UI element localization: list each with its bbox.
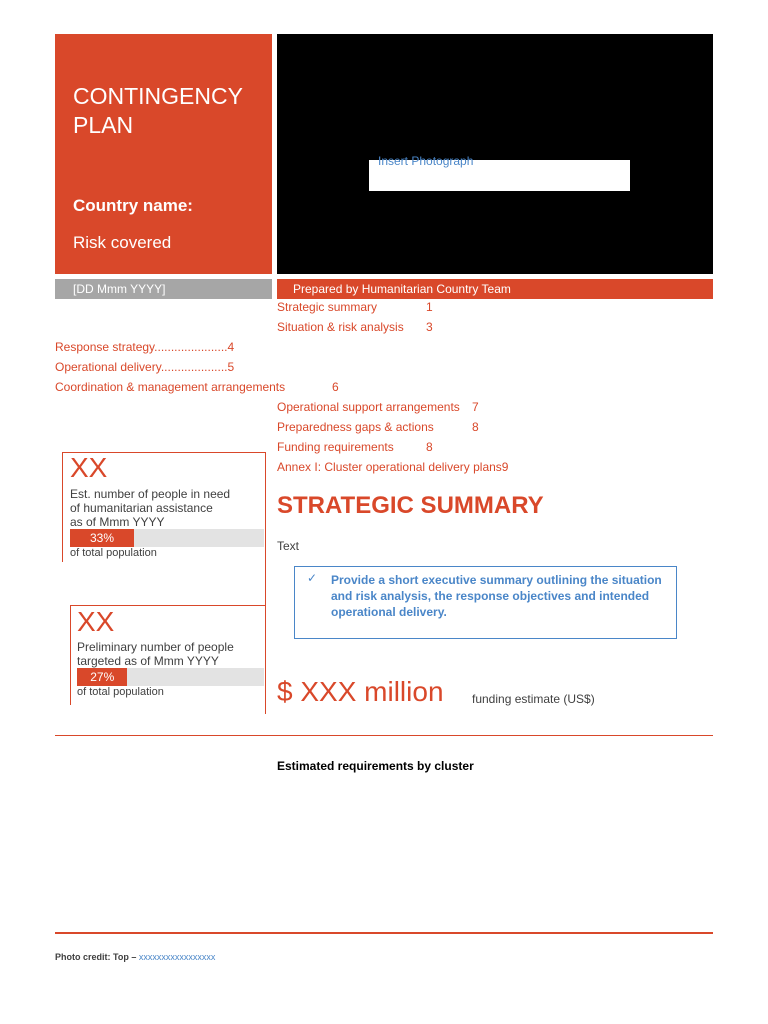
summary-text-placeholder: Text	[277, 539, 300, 553]
photo-credit	[55, 952, 215, 962]
risk-covered-label: Risk covered	[73, 233, 172, 252]
toc-item-operational-delivery[interactable]	[55, 360, 234, 374]
people-targeted-value: XX	[77, 606, 115, 637]
toc-item-label: Situation & risk analysis	[277, 320, 404, 334]
date-bar: [DD Mmm YYYY]	[55, 279, 272, 299]
toc-item-label: Operational delivery....................	[55, 360, 228, 374]
requirements-by-cluster-heading: Estimated requirements by cluster	[277, 759, 474, 773]
people-targeted-progress-fill: 27%	[77, 668, 127, 686]
executive-summary-instruction: Provide a short executive summary outlining the situation and risk analysis, the response objectives and intended operational delivery.	[331, 573, 662, 619]
toc-item-label: Response strategy......................	[55, 340, 228, 354]
document-title: CONTINGENCY PLAN	[73, 83, 243, 138]
country-name-label: Country name:	[73, 196, 193, 215]
photo-credit-link[interactable]: xxxxxxxxxxxxxxxxx	[138, 952, 216, 962]
toc-item-operational-support[interactable]	[277, 400, 479, 414]
toc-item-label: Annex I: Cluster operational delivery plans	[277, 460, 502, 474]
toc-item-page: 5	[227, 360, 235, 374]
funding-amount: $ XXX million	[277, 676, 444, 707]
checkmark-icon: ✓	[307, 571, 318, 585]
toc-item-strategic-summary[interactable]	[277, 300, 433, 314]
people-targeted-pop-label: of total population	[77, 686, 164, 698]
toc-item-situation-risk-analysis[interactable]	[277, 320, 433, 334]
toc-item-response-strategy[interactable]	[55, 340, 234, 354]
footer-rule	[55, 932, 713, 934]
insert-photograph-text: Insert Photograph	[378, 154, 474, 168]
people-in-need-description	[70, 487, 230, 529]
prepared-by-bar: Prepared by Humanitarian Country Team	[277, 279, 713, 299]
desc-line: targeted as of Mmm YYYY	[77, 654, 219, 668]
toc-item-funding-requirements[interactable]	[277, 440, 433, 454]
strategic-summary-heading: STRATEGIC SUMMARY	[277, 492, 544, 519]
toc-item-page: 8	[426, 440, 433, 454]
toc-item-preparedness-gaps[interactable]	[277, 420, 479, 434]
desc-line: Est. number of people in need	[70, 487, 231, 501]
toc-item-label: Coordination & management arrangements	[55, 380, 286, 394]
people-in-need-progress-fill: 33%	[70, 529, 134, 547]
section-divider	[55, 735, 713, 736]
toc-item-page: 7	[472, 400, 479, 414]
toc-item-page: 4	[227, 340, 235, 354]
people-targeted-description	[77, 640, 234, 668]
desc-line: of humanitarian assistance	[70, 501, 213, 515]
toc-item-page: 6	[332, 380, 339, 394]
people-in-need-pop-label: of total population	[70, 547, 157, 559]
toc-item-label: Funding requirements	[277, 440, 394, 454]
cover-photo-placeholder	[277, 34, 713, 274]
desc-line: as of Mmm YYYY	[70, 515, 165, 529]
toc-item-annex-cluster-plans[interactable]	[277, 460, 508, 474]
toc-item-coordination-management[interactable]	[55, 380, 339, 394]
toc-item-label: Preparedness gaps & actions	[277, 420, 434, 434]
stat2-left-rule	[70, 605, 71, 705]
toc-item-page: 1	[426, 300, 433, 314]
people-in-need-progress-bar	[70, 529, 264, 547]
people-targeted-progress-bar	[77, 668, 264, 686]
toc-item-label: Operational support arrangements	[277, 400, 460, 414]
toc-item-page: 9	[501, 460, 509, 474]
photo-credit-label: Photo credit: Top –	[55, 952, 137, 962]
toc-item-page: 8	[472, 420, 479, 434]
stat-panel-vertical-rule	[265, 452, 266, 714]
funding-estimate-label: funding estimate (US$)	[472, 692, 595, 706]
stat1-left-rule	[62, 452, 63, 562]
toc-item-label: Strategic summary	[277, 300, 378, 314]
desc-line: Preliminary number of people	[77, 640, 234, 654]
people-in-need-value: XX	[70, 452, 108, 483]
toc-item-page: 3	[426, 320, 433, 334]
